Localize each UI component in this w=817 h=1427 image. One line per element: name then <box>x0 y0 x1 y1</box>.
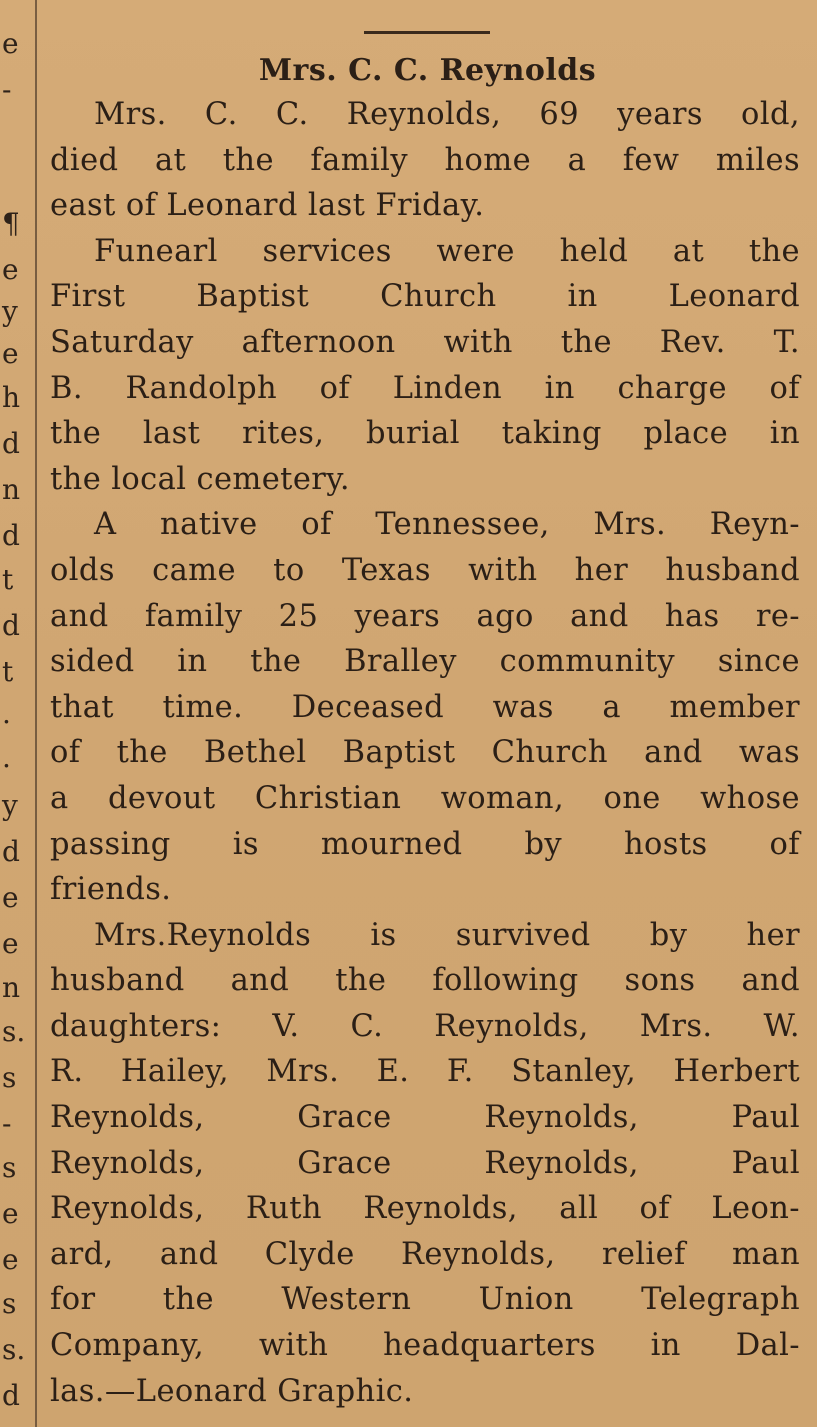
column-fragment: s <box>2 1287 17 1320</box>
paragraph-1 <box>50 92 800 229</box>
text-line: for the Western Union Telegraph <box>50 1282 800 1318</box>
text-line: las.—Leonard Graphic. <box>50 1373 414 1409</box>
paragraph-3 <box>50 502 800 912</box>
column-fragment: . <box>2 741 11 774</box>
column-fragment: . <box>2 697 11 730</box>
text-line: east of Leonard last Friday. <box>50 188 485 224</box>
column-fragment: n <box>2 971 21 1004</box>
column-fragment: y <box>2 789 18 822</box>
text-line: a devout Christian woman, one whose <box>50 780 800 816</box>
text-line: and family 25 years ago and has re- <box>50 598 800 634</box>
column-fragment: n <box>2 473 21 506</box>
column-fragment: e <box>2 337 19 370</box>
article-headline: Mrs. C. C. Reynolds <box>258 53 597 88</box>
column-fragment: s <box>2 1151 17 1184</box>
column-fragment: y <box>2 295 18 328</box>
text-line: Reynolds, Grace Reynolds, Paul <box>50 1145 800 1181</box>
text-line: olds came to Texas with her husband <box>50 552 800 588</box>
column-fragment: s. <box>2 1015 26 1048</box>
paragraph-2 <box>50 229 800 503</box>
text-line: died at the family home a few miles <box>50 142 800 178</box>
column-fragment: h <box>2 381 21 414</box>
text-line: sided in the Bralley community since <box>50 644 800 680</box>
paragraph-4 <box>50 913 800 1415</box>
text-line: passing is mourned by hosts of <box>50 826 800 862</box>
text-line: friends. <box>50 872 172 908</box>
text-line: B. Randolph of Linden in charge of <box>50 370 800 406</box>
text-line: the last rites, burial taking place in <box>50 416 800 452</box>
adjacent-column-fragments <box>0 0 34 1427</box>
column-fragment: s <box>2 1061 17 1094</box>
text-line: Saturday afternoon with the Rev. T. <box>50 324 800 360</box>
column-fragment: ¶ <box>2 207 20 240</box>
text-line: Company, with headquarters in Dal- <box>50 1328 800 1364</box>
text-line: that time. Deceased was a member <box>50 689 800 725</box>
text-line: the local cemetery. <box>50 461 350 497</box>
text-line: A native of Tennessee, Mrs. Reyn- <box>94 507 800 543</box>
text-line: ard, and Clyde Reynolds, relief man <box>50 1236 800 1272</box>
text-line: husband and the following sons and <box>50 963 800 999</box>
column-fragment: t <box>2 655 14 688</box>
column-fragment: s. <box>2 1333 26 1366</box>
column-fragment: d <box>2 519 20 552</box>
obituary-article <box>50 50 800 1414</box>
column-fragment: e <box>2 927 19 960</box>
text-line: of the Bethel Baptist Church and was <box>50 735 800 771</box>
column-fragment: t <box>2 563 14 596</box>
text-line: R. Hailey, Mrs. E. F. Stanley, Herbert <box>50 1054 800 1090</box>
text-line: daughters: V. C. Reynolds, Mrs. W. <box>50 1008 800 1044</box>
column-fragment: d <box>2 1379 20 1412</box>
column-fragment: e <box>2 27 19 60</box>
column-fragment: - <box>2 1107 12 1140</box>
column-divider <box>35 0 37 1427</box>
column-fragment: d <box>2 609 20 642</box>
text-line: Funearl services were held at the <box>94 233 800 269</box>
text-line: Mrs. C. C. Reynolds, 69 years old, <box>94 97 800 132</box>
text-line: Mrs.Reynolds is survived by her <box>94 917 800 953</box>
column-fragment: - <box>2 73 12 106</box>
column-fragment: e <box>2 881 19 914</box>
column-fragment: d <box>2 427 20 460</box>
column-fragment: e <box>2 1243 19 1276</box>
column-fragment: e <box>2 253 19 286</box>
column-fragment: e <box>2 1197 19 1230</box>
column-fragment: d <box>2 835 20 868</box>
text-line: Reynolds, Ruth Reynolds, all of Leon- <box>50 1191 800 1227</box>
text-line: Reynolds, Grace Reynolds, Paul <box>50 1100 800 1136</box>
top-rule <box>364 31 490 34</box>
text-line: First Baptist Church in Leonard <box>50 279 800 315</box>
